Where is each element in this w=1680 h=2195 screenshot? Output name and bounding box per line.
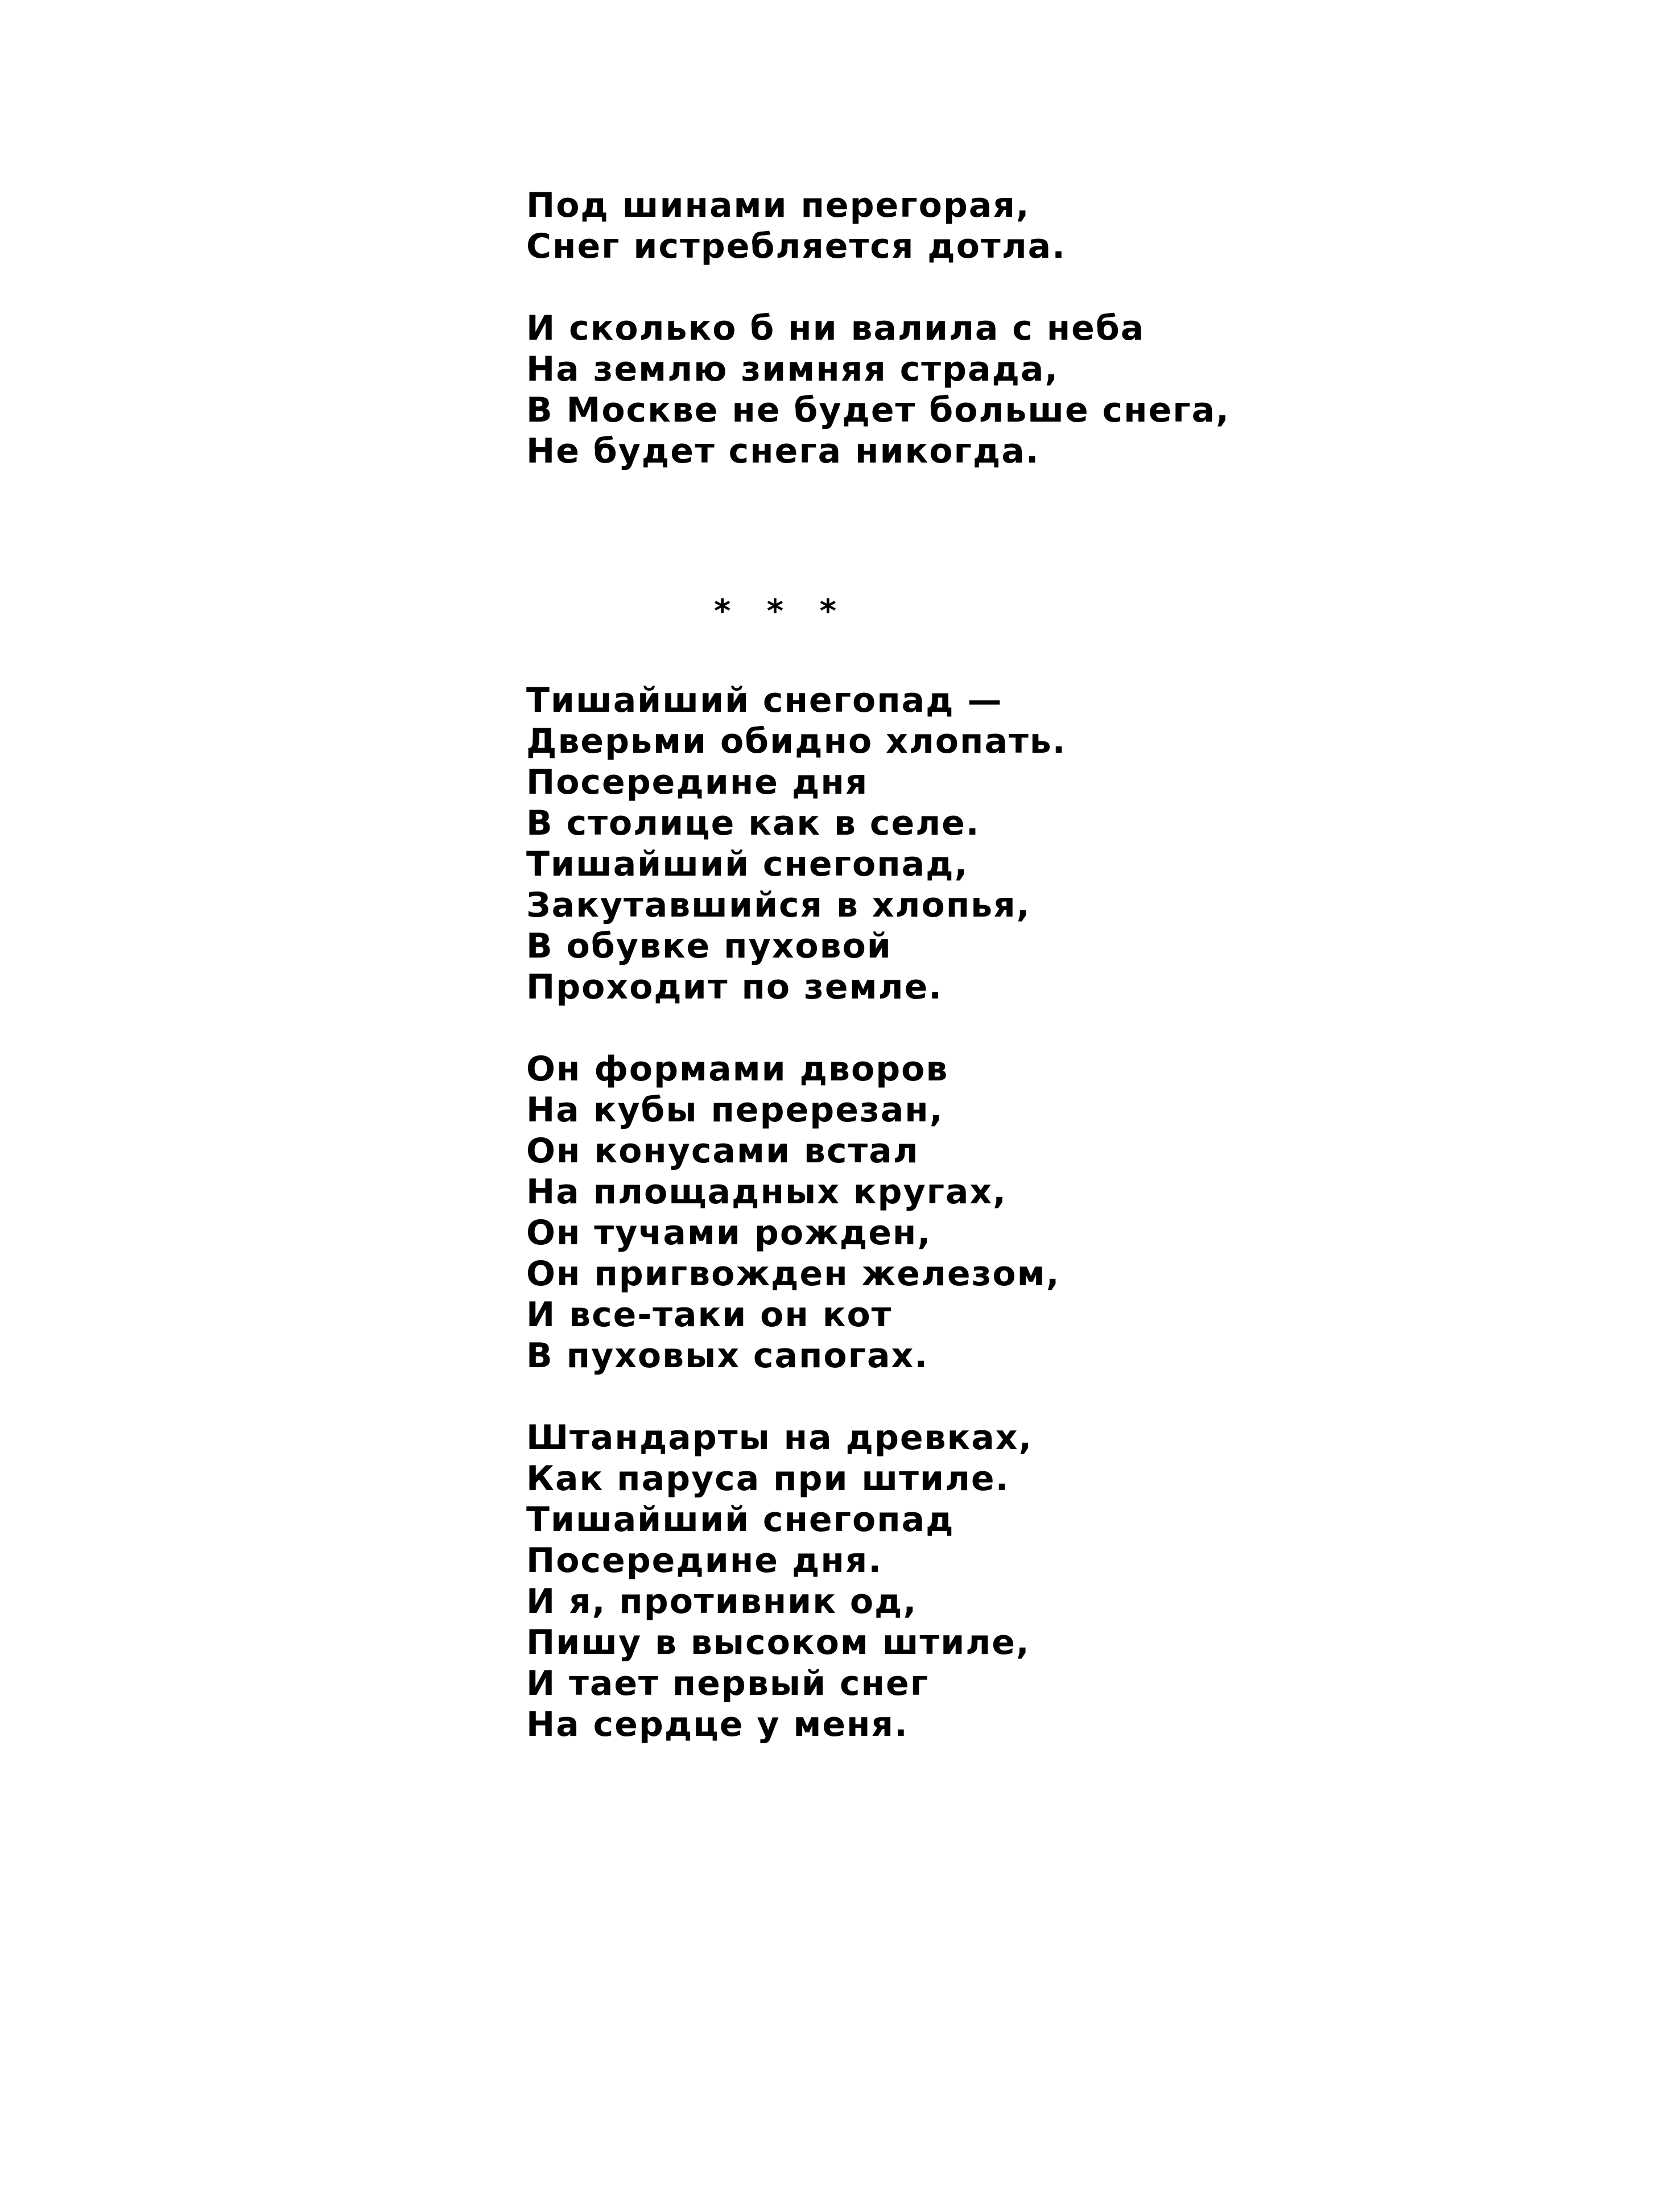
poem-line: Дверьми обидно хлопать. [526, 721, 1067, 761]
stanza-gap [526, 1008, 1323, 1049]
poem-line: Посередине дня. [526, 1541, 883, 1581]
poem-line: Пишу в высоком штиле, [526, 1623, 1030, 1662]
stanza [526, 1049, 1323, 1376]
poem-line: Как паруса при штиле. [526, 1459, 1010, 1499]
poem-line: Он конусами встал [526, 1131, 919, 1171]
poem-line: Он пригвожден железом, [526, 1254, 1060, 1294]
poem-line: Посередине дня [526, 762, 869, 802]
poem-line: На площадных кругах, [526, 1172, 1007, 1212]
poem-line: В обувке пуховой [526, 926, 892, 966]
poem-line: Тишайший снегопад, [526, 844, 969, 884]
poem-line: В пуховых сапогах. [526, 1336, 928, 1376]
poem-line: Тишайший снегопад [526, 1500, 955, 1540]
poem-line: Закутавшийся в хлопья, [526, 885, 1031, 925]
stanza-gap [526, 267, 1323, 308]
stanza [526, 1417, 1323, 1745]
poem-line: В Москве не будет больше снега, [526, 390, 1230, 430]
poem-line: Под шинами перегорая, [526, 185, 1030, 225]
poem-line: И я, противник од, [526, 1582, 918, 1622]
section-separator: * * * [714, 593, 849, 630]
poem-line: Не будет снега никогда. [526, 431, 1040, 471]
poem [526, 680, 1323, 1745]
poem-line: Он тучами рожден, [526, 1213, 932, 1253]
poem-line: И все-таки он кот [526, 1295, 893, 1335]
poem-line: Штандарты на древках, [526, 1418, 1033, 1458]
previous-poem-ending [526, 185, 1323, 472]
poem-line: Он формами дворов [526, 1049, 949, 1089]
stanza [526, 680, 1323, 1008]
stanza-gap [526, 1376, 1323, 1417]
poem-line: На сердце у меня. [526, 1705, 909, 1744]
poem-line: И тает первый снег [526, 1664, 930, 1703]
poem-line: На кубы перерезан, [526, 1090, 944, 1130]
stanza [526, 185, 1323, 267]
poem-line: Тишайший снегопад — [526, 680, 1003, 720]
poem-line: Проходит по земле. [526, 967, 943, 1007]
poem-line: На землю зимняя страда, [526, 349, 1059, 389]
poem-line: Снег истребляется дотла. [526, 226, 1066, 266]
stanza [526, 308, 1323, 472]
poem-line: В столице как в селе. [526, 803, 980, 843]
poem-line: И сколько б ни валила с неба [526, 308, 1145, 348]
